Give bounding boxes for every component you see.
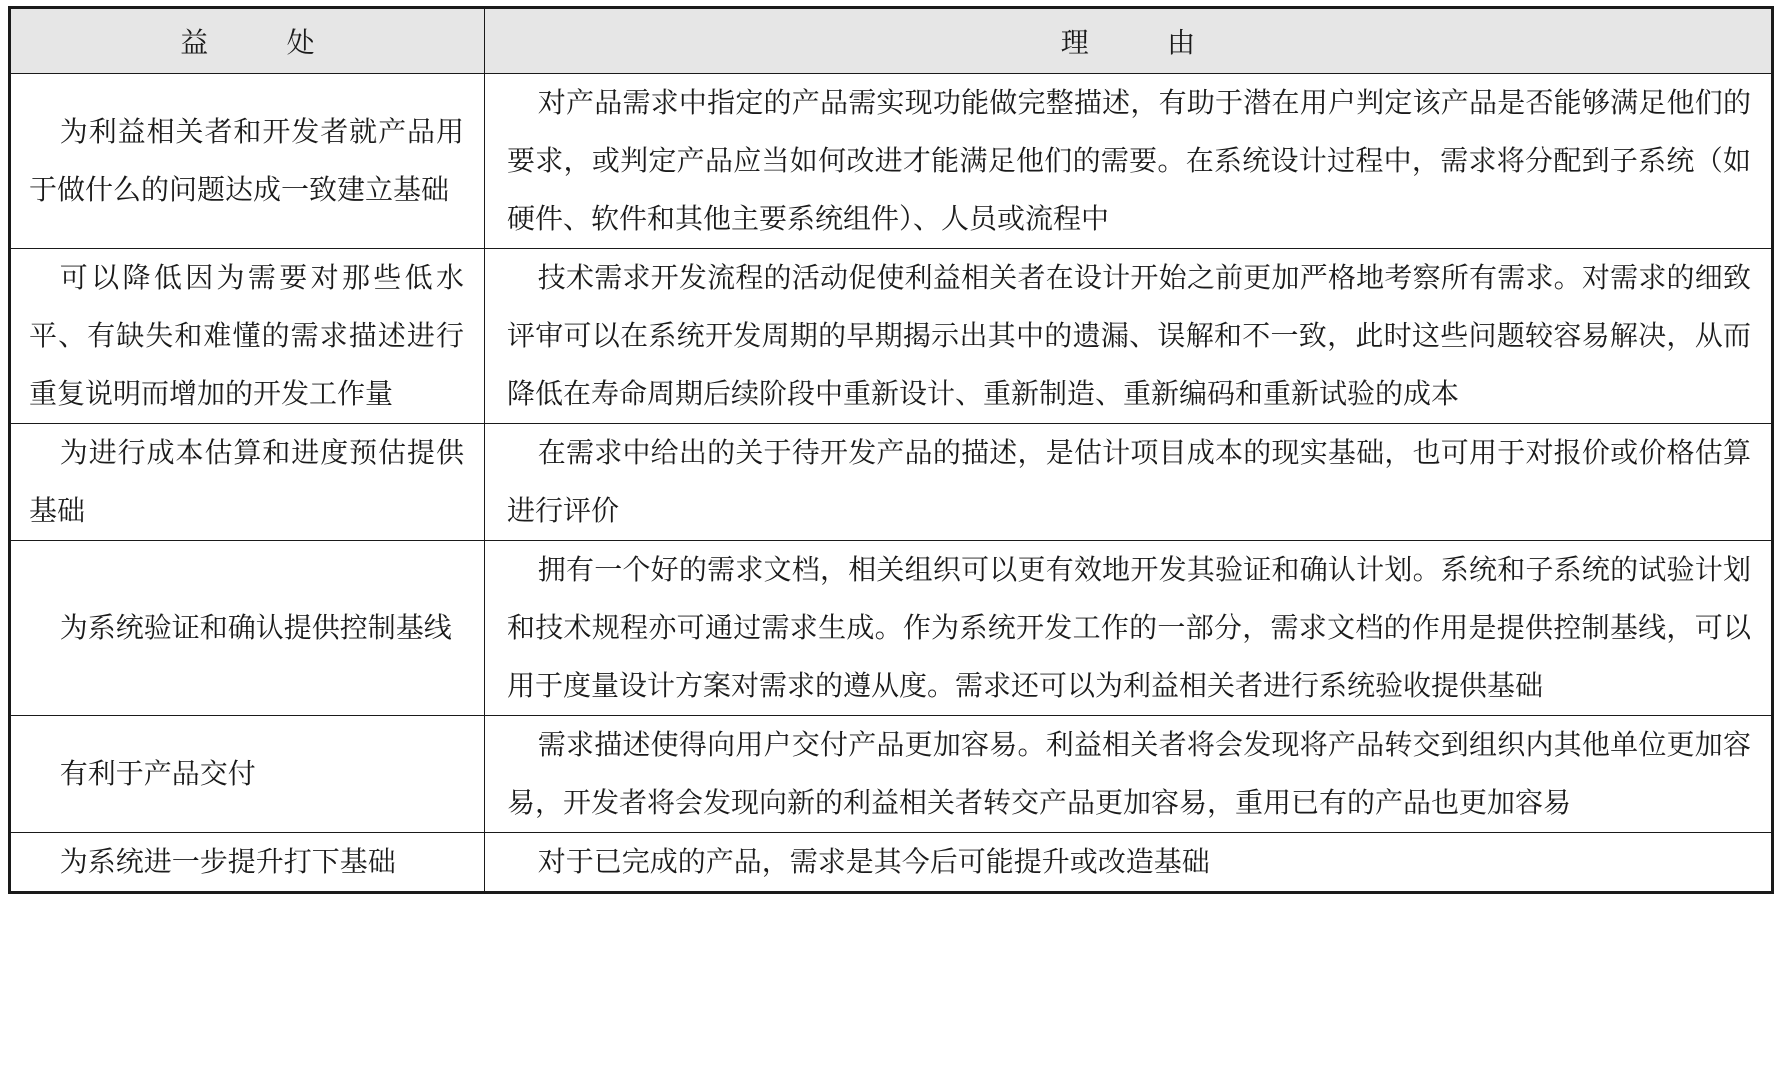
- header-benefit: 益处: [10, 8, 485, 74]
- reason-cell: 对于已完成的产品，需求是其今后可能提升或改造基础: [485, 833, 1773, 893]
- benefit-cell: 为系统进一步提升打下基础: [10, 833, 485, 893]
- reason-cell: 在需求中给出的关于待开发产品的描述，是估计项目成本的现实基础，也可用于对报价或价格估算进行评价: [485, 424, 1773, 541]
- reason-cell: 技术需求开发流程的活动促使利益相关者在设计开始之前更加严格地考察所有需求。对需求的细致评审可以在系统开发周期的早期揭示出其中的遗漏、误解和不一致，此时这些问题较容易解决，从而降低在寿命周期后续阶段中重新设计、重新制造、重新编码和重新试验的成本: [485, 249, 1773, 424]
- benefit-cell: 有利于产品交付: [10, 716, 485, 833]
- table-row: [10, 541, 1773, 716]
- benefit-cell: 为进行成本估算和进度预估提供基础: [10, 424, 485, 541]
- table-row: [10, 716, 1773, 833]
- benefit-cell: 为系统验证和确认提供控制基线: [10, 541, 485, 716]
- reason-cell: 对产品需求中指定的产品需实现功能做完整描述，有助于潜在用户判定该产品是否能够满足他们的要求，或判定产品应当如何改进才能满足他们的需要。在系统设计过程中，需求将分配到子系统（如硬件、软件和其他主要系统组件）、人员或流程中: [485, 74, 1773, 249]
- table-row: [10, 424, 1773, 541]
- table-row: [10, 249, 1773, 424]
- table-header-row: [10, 8, 1773, 74]
- header-reason: 理由: [485, 8, 1773, 74]
- benefits-table: [8, 6, 1774, 894]
- table-row: [10, 74, 1773, 249]
- benefit-cell: 可以降低因为需要对那些低水平、有缺失和难懂的需求描述进行重复说明而增加的开发工作量: [10, 249, 485, 424]
- reason-cell: 拥有一个好的需求文档，相关组织可以更有效地开发其验证和确认计划。系统和子系统的试验计划和技术规程亦可通过需求生成。作为系统开发工作的一部分，需求文档的作用是提供控制基线，可以用于度量设计方案对需求的遵从度。需求还可以为利益相关者进行系统验收提供基础: [485, 541, 1773, 716]
- benefit-cell: 为利益相关者和开发者就产品用于做什么的问题达成一致建立基础: [10, 74, 485, 249]
- reason-cell: 需求描述使得向用户交付产品更加容易。利益相关者将会发现将产品转交到组织内其他单位更加容易，开发者将会发现向新的利益相关者转交产品更加容易，重用已有的产品也更加容易: [485, 716, 1773, 833]
- table-row: [10, 833, 1773, 893]
